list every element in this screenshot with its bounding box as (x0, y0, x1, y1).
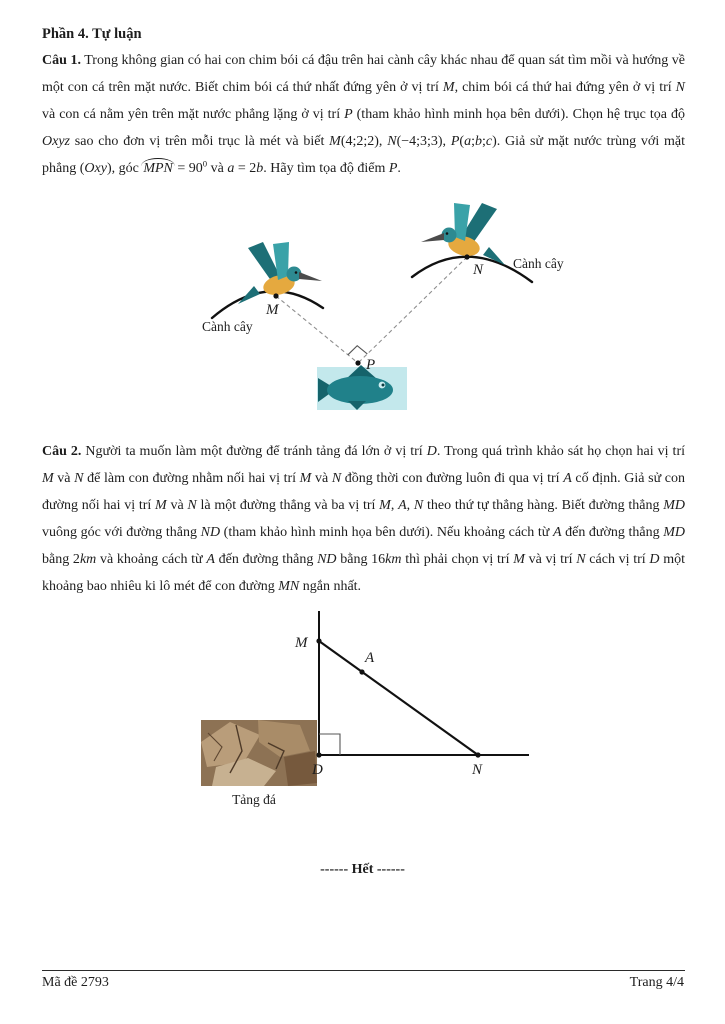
footer-exam-code: Mã đề 2793 (42, 975, 109, 990)
cau2-paragraph: Câu 2. Người ta muốn làm một đường để tránh tảng đá lớn ở vị trí D. Trong quá trình khảo sát họ chọn hai vị trí M và N để làm con đường nhằm nối hai vị trí M và N đồng thời con đường luôn đi qua vị trí A cố định. Giả sử con đường nối hai vị trí M và N là một đường thẳng và ba vị trí M, A, N theo thứ tự thẳng hàng. Biết đường thẳng MD vuông góc với đường thẳng ND (tham khảo hình minh họa bên dưới). Nếu khoảng cách từ A đến đường thẳng MD bằng 2km và khoảng cách từ A đến đường thẳng ND bằng 16km thì phải chọn vị trí M và vị trí N cách vị trí D một khoảng bao nhiêu ki lô mét để con đường MN ngắn nhất. (42, 444, 686, 594)
rock-photo (201, 720, 317, 786)
point-p (355, 360, 360, 365)
point-n2 (475, 752, 480, 757)
point-d (316, 752, 321, 757)
label-point-m: M (266, 302, 279, 318)
line-mn (319, 641, 478, 755)
label-point-a: A (365, 650, 375, 666)
section-title: Phần 4. Tự luận (42, 26, 142, 42)
label-branch-left: Cành cây (202, 319, 253, 334)
label-point-d: D (312, 762, 323, 778)
right-angle-mark-p (348, 346, 367, 355)
label-point-n2: N (472, 762, 483, 778)
label-point-n: N (473, 262, 484, 278)
point-a (359, 669, 364, 674)
point-m (273, 293, 278, 298)
cau2-figure (188, 601, 548, 813)
label-point-m2: M (295, 635, 308, 651)
point-n (464, 254, 469, 259)
label-rock: Tảng đá (232, 792, 276, 807)
kingfisher-left-icon (238, 242, 322, 304)
right-angle-mark-d (319, 734, 340, 755)
sight-line-mp (276, 296, 358, 363)
footer-page-number: Trang 4/4 (629, 975, 684, 990)
label-point-p: P (366, 357, 376, 373)
fish-photo (317, 365, 407, 410)
footer-rule (42, 970, 685, 971)
point-m2 (316, 638, 321, 643)
end-mark: ------ Hết ------ (320, 862, 405, 877)
sight-line-np (358, 257, 467, 363)
cau1-paragraph: Câu 1. Trong không gian có hai con chim bói cá đậu trên hai cành cây khác nhau để quan sát tìm mồi và hướng về một con cá trên mặt nước. Biết chim bói cá thứ nhất đứng yên ở vị trí M, chim bói cá thứ hai đứng yên ở vị trí N và con cá nằm yên trên mặt nước phẳng lặng ở vị trí P (tham khảo hình minh họa bên dưới). Chọn hệ trục tọa độ Oxyz sao cho đơn vị trên mỗi trục là mét và biết M(4;2;2), N(−4;3;3), P(a;b;c). Giả sử mặt nước trùng với mặt phẳng (Oxy), góc MPN = $90^0$ và a = 2b. Hãy tìm tọa độ điểm P. (42, 53, 685, 176)
cau1-figure (188, 202, 588, 432)
label-branch-right: Cành cây (513, 256, 564, 271)
